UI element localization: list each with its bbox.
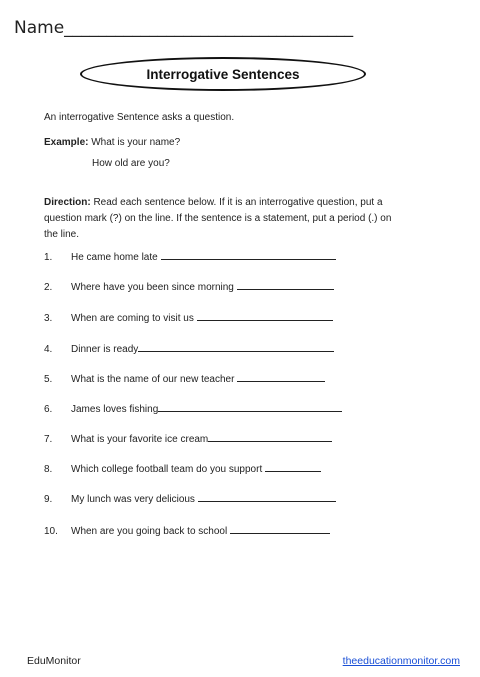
item-number: 5.	[44, 374, 53, 385]
list-item	[44, 372, 325, 385]
answer-blank[interactable]	[197, 311, 333, 321]
example-line	[44, 136, 180, 149]
item-sentence: He came home late	[71, 252, 161, 263]
answer-blank[interactable]	[237, 280, 334, 290]
direction-body: Read each sentence below. If it is an interrogative question, put a question mark (?) on the line. If the sentence is a statement, put a period (.) on the line.	[44, 197, 392, 240]
list-item	[44, 432, 332, 445]
item-sentence: My lunch was very delicious	[71, 494, 198, 505]
footer-url-link[interactable]: theeducationmonitor.com	[342, 655, 460, 667]
item-sentence: Which college football team do you support	[71, 464, 265, 475]
intro-text: An interrogative Sentence asks a question.	[44, 112, 235, 123]
item-sentence: Dinner is ready	[71, 344, 139, 355]
item-number: 8.	[44, 464, 53, 475]
title-oval	[80, 57, 366, 91]
direction-label: Direction:	[44, 197, 91, 208]
item-sentence: Where have you been since morning	[71, 282, 237, 293]
name-field-line: Name__________________________________	[14, 18, 354, 38]
answer-blank[interactable]	[158, 402, 342, 412]
list-item	[44, 462, 321, 475]
item-number: 10.	[44, 526, 58, 537]
answer-blank[interactable]	[208, 432, 332, 442]
page-title: Interrogative Sentences	[146, 66, 300, 82]
item-number: 1.	[44, 252, 53, 263]
answer-blank[interactable]	[161, 250, 336, 260]
item-sentence: James loves fishing	[71, 404, 159, 415]
list-item	[44, 250, 336, 263]
item-number: 2.	[44, 282, 53, 293]
example-sentence-1: What is your name?	[88, 137, 181, 148]
list-item	[44, 311, 333, 324]
answer-blank[interactable]	[237, 372, 325, 382]
direction-text	[44, 195, 404, 243]
list-item	[44, 342, 334, 355]
item-number: 3.	[44, 313, 53, 324]
answer-blank[interactable]	[138, 342, 334, 352]
item-sentence: What is your favorite ice cream	[71, 434, 209, 445]
item-number: 9.	[44, 494, 53, 505]
answer-blank[interactable]	[265, 462, 321, 472]
list-item	[44, 280, 334, 293]
list-item	[44, 524, 330, 537]
item-sentence: When are you going back to school	[71, 526, 230, 537]
item-number: 6.	[44, 404, 53, 415]
item-sentence: What is the name of our new teacher	[71, 374, 238, 385]
footer-brand: EduMonitor	[27, 655, 81, 667]
example-label: Example:	[44, 137, 89, 148]
item-number: 4.	[44, 344, 53, 355]
list-item	[44, 492, 336, 505]
item-number: 7.	[44, 434, 53, 445]
example-sentence-2: How old are you?	[92, 158, 170, 169]
answer-blank[interactable]	[198, 492, 336, 502]
answer-blank[interactable]	[230, 524, 330, 534]
list-item	[44, 402, 342, 415]
item-sentence: When are coming to visit us	[71, 313, 197, 324]
